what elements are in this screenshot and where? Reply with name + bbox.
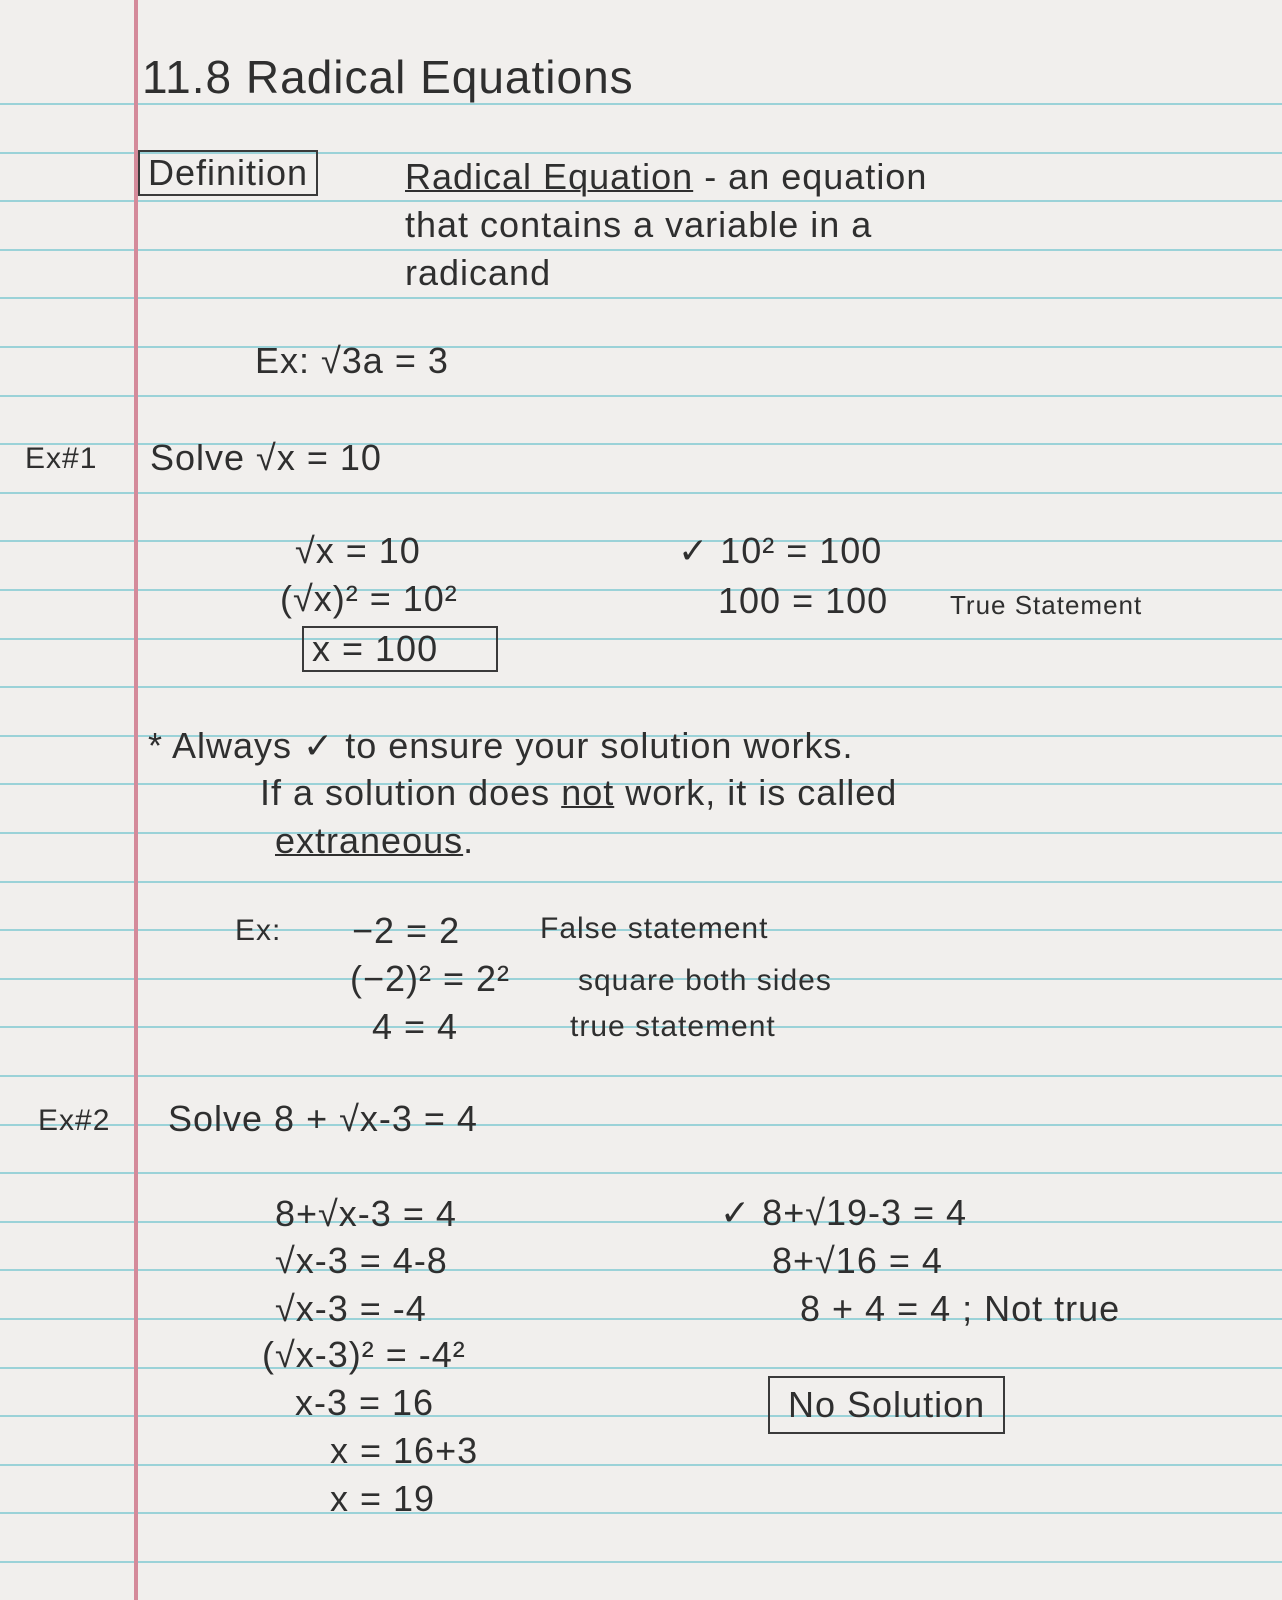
note-text: work, it is called [614,772,898,813]
example2-eq: −2 = 2 [352,910,461,951]
example2-eq: (−2)² = 2² [350,958,511,999]
ex1-check: ✓ 10² = 100 [678,530,883,571]
ex1-step: (√x)² = 10² [280,578,458,619]
ruled-line [0,346,1282,348]
note-line-3 [275,820,474,862]
definition-line-3: radicand [405,252,552,293]
example2-note: False statement [540,912,769,945]
note-text: If a solution does [260,772,562,813]
ex1-answer: x = 100 [302,626,498,672]
ruled-line [0,249,1282,251]
ruled-line [0,540,1282,542]
ruled-line [0,1415,1282,1417]
ex2-step: x-3 = 16 [295,1382,435,1423]
ruled-line [0,1512,1282,1514]
ex2-step: x = 16+3 [330,1430,479,1471]
ex2-step: x = 19 [330,1478,436,1519]
definition-line-2: that contains a variable in a [405,204,873,245]
ruled-line [0,1367,1282,1369]
ruled-line [0,881,1282,883]
ruled-line [0,686,1282,688]
example2-eq: 4 = 4 [372,1006,459,1047]
ex2-step: (√x-3)² = -4² [262,1334,466,1375]
ex2-label: Ex#2 [38,1104,111,1137]
ex2-check: 8+√16 = 4 [772,1240,943,1281]
ex2-step: √x-3 = -4 [275,1288,427,1329]
ex1-prompt: Solve √x = 10 [150,437,382,478]
note-line-2 [260,772,897,814]
ruled-line [0,492,1282,494]
ex2-step: 8+√x-3 = 4 [275,1193,457,1234]
example2-note: square both sides [578,964,832,997]
ex2-check: 8 + 4 = 4 ; Not true [800,1288,1121,1329]
ruled-line [0,1561,1282,1563]
note-text: . [463,820,475,861]
definition-text: - an equation [693,156,928,197]
ex1-check: 100 = 100 [718,580,889,621]
ex2-result: No Solution [768,1376,1005,1434]
ruled-line [0,1075,1282,1077]
ruled-line [0,1221,1282,1223]
ruled-line [0,297,1282,299]
example2-label: Ex: [235,914,282,947]
definition-label: Definition [138,150,318,196]
definition-example: Ex: √3a = 3 [255,340,449,381]
ruled-line [0,1464,1282,1466]
margin-line [134,0,138,1600]
ex1-check-note: True Statement [950,590,1143,620]
ex1-label: Ex#1 [25,442,98,475]
definition-term: Radical Equation [405,156,694,197]
ex2-prompt: Solve 8 + √x-3 = 4 [168,1098,478,1139]
ruled-line [0,638,1282,640]
ex2-step: √x-3 = 4-8 [275,1240,448,1281]
example2-note: true statement [570,1010,776,1043]
ruled-line [0,1269,1282,1271]
note-emphasis: not [561,772,615,813]
ex2-check: ✓ 8+√19-3 = 4 [720,1192,968,1233]
extraneous-term: extraneous [275,820,464,861]
ruled-line [0,1172,1282,1174]
page-title: 11.8 Radical Equations [142,51,634,103]
ruled-line [0,832,1282,834]
ex1-step: √x = 10 [295,530,421,571]
ruled-line [0,200,1282,202]
definition-line-1 [405,156,927,198]
note-line-1: * Always ✓ to ensure your solution works. [148,725,854,766]
ruled-line [0,395,1282,397]
